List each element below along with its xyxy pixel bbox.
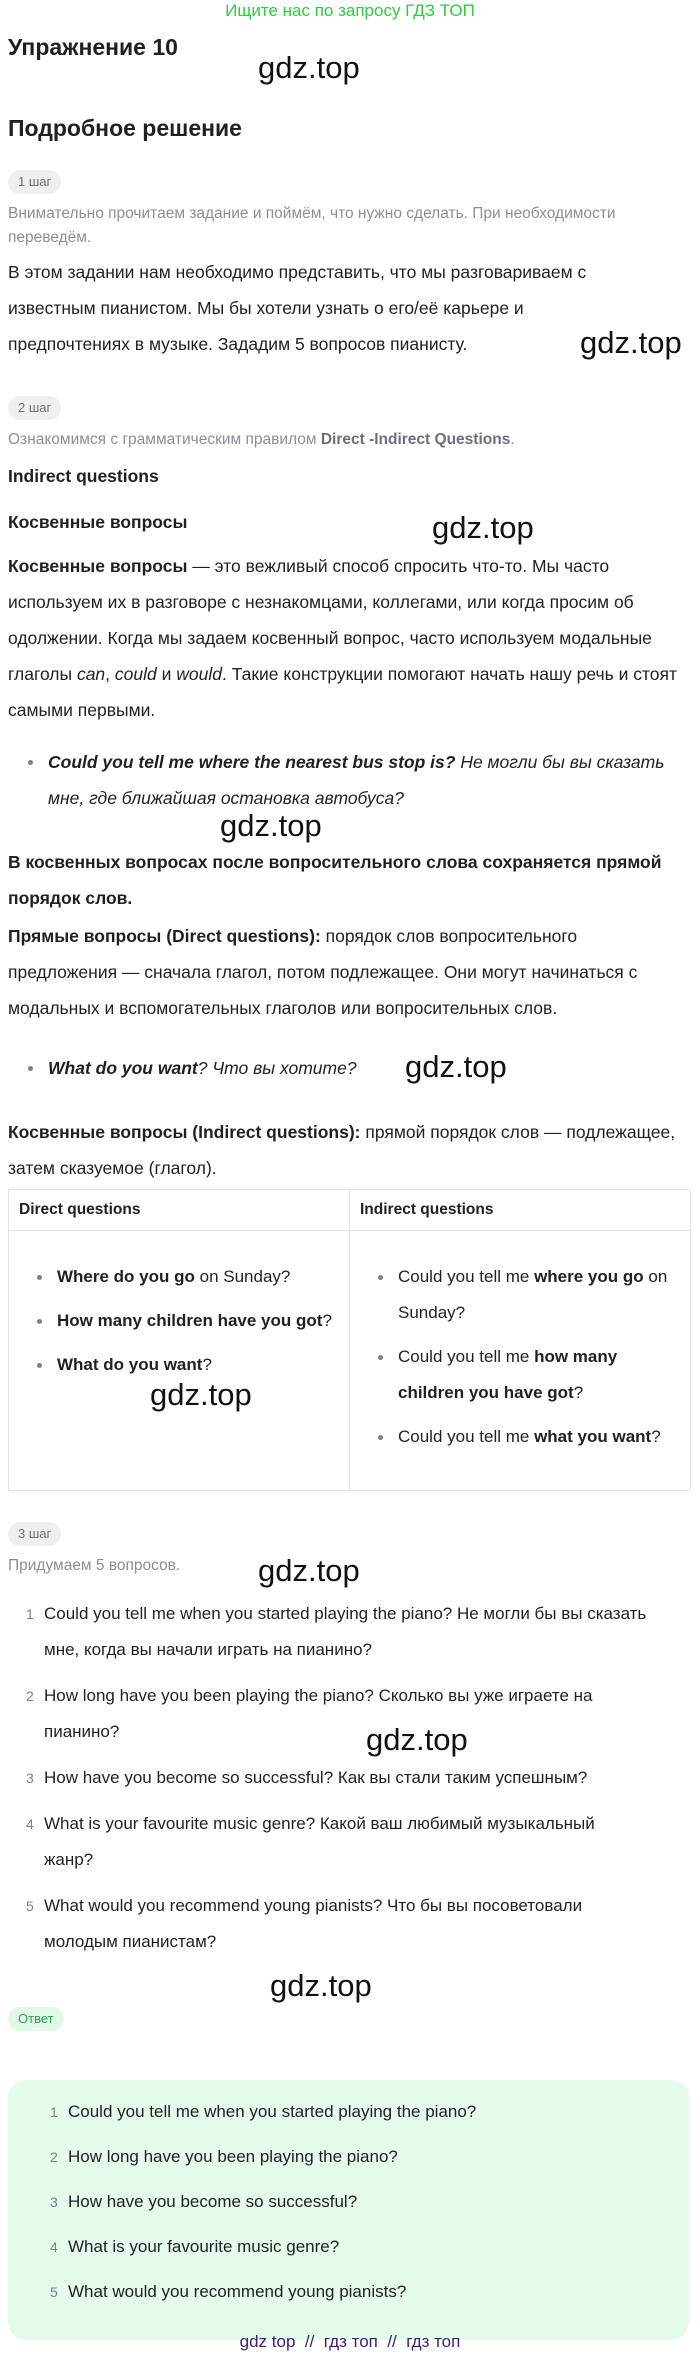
column-header: Direct questions bbox=[9, 1190, 349, 1231]
exercise-title: Упражнение 10 bbox=[8, 34, 178, 60]
list-item: 3 How have you become so successful? bbox=[50, 2192, 358, 2211]
answer-box bbox=[8, 2080, 689, 2340]
list-item: 5 What would you recommend young pianists? bbox=[50, 2282, 407, 2301]
indirect-questions-column bbox=[350, 1190, 690, 1490]
table-item: Where do you go on Sunday? bbox=[9, 1259, 349, 1295]
step-3-badge: 3 шаг bbox=[8, 1522, 61, 1546]
direct-questions-column bbox=[9, 1190, 350, 1490]
watermark: gdz.top bbox=[258, 50, 360, 85]
watermark: gdz.top bbox=[366, 1722, 468, 1757]
watermark: gdz.top bbox=[150, 1377, 252, 1412]
step-3-note: Придумаем 5 вопросов. bbox=[8, 1557, 181, 1574]
list-item: 5 What would you recommend young pianists? Что бы вы посоветовали молодым пианистам? bbox=[26, 1896, 583, 1951]
answer-list bbox=[32, 2094, 652, 2310]
solution-title: Подробное решение bbox=[8, 115, 242, 141]
heading-indirect-questions: Indirect questions bbox=[8, 466, 159, 486]
indirect-definition: Косвенные вопросы — это вежливый способ спросить что-то. Мы часто используем их в разговоре с незнакомцами, коллегами, или когда просим об одолжении. Когда мы задаем косвенный вопрос, часто используем модальные глаголы can, could и would. Такие конструкции помогают начать нашу речь и стоят самыми первыми. bbox=[8, 556, 678, 720]
list-item: 2 How long have you been playing the piano? bbox=[50, 2147, 398, 2166]
step-1-badge: 1 шаг bbox=[8, 170, 61, 194]
column-header: Indirect questions bbox=[350, 1190, 690, 1231]
answer-badge: Ответ bbox=[8, 2007, 64, 2031]
list-item: 4 What is your favourite music genre? bbox=[50, 2237, 340, 2256]
questions-table bbox=[8, 1189, 691, 1491]
questions-list bbox=[8, 1596, 648, 1970]
heading-kosvennye-voprosy: Косвенные вопросы bbox=[8, 512, 188, 532]
watermark: gdz.top bbox=[580, 325, 682, 360]
watermark: gdz.top bbox=[220, 808, 322, 843]
table-item: Could you tell me where you go on Sunday? bbox=[350, 1259, 690, 1331]
watermark: gdz.top bbox=[270, 1968, 372, 2003]
example-list-2 bbox=[8, 1050, 678, 1086]
step-2-note: Ознакомимся с грамматическим правилом Direct -Indirect Questions. bbox=[8, 431, 515, 448]
table-item: Could you tell me what you want? bbox=[350, 1419, 690, 1455]
word-order-rule: В косвенных вопросах после вопросительного слова сохраняется прямой порядок слов. bbox=[8, 852, 662, 908]
direct-questions-definition: Прямые вопросы (Direct questions): порядок слов вопросительного предложения — сначала глагол, потом подлежащее. Они могут начинаться с модальных и вспомогательных глаголов или вопросительных слов. bbox=[8, 926, 638, 1018]
example-list-1 bbox=[8, 744, 678, 816]
step-1-note: Внимательно прочитаем задание и поймём, что нужно сделать. При необходимости переведём. bbox=[8, 205, 616, 246]
watermark: gdz.top bbox=[405, 1049, 507, 1084]
footer-links[interactable]: gdz top // гдз топ // гдз топ bbox=[239, 2332, 461, 2351]
table-item: How many children have you got? bbox=[9, 1303, 349, 1339]
watermark: gdz.top bbox=[258, 1553, 360, 1588]
list-item: 1 Could you tell me when you started playing the piano? Не могли бы вы сказать мне, когда вы начали играть на пианино? bbox=[26, 1604, 647, 1659]
list-item: 1 Could you tell me when you started playing the piano? bbox=[50, 2102, 477, 2121]
list-item: What do you want? Что вы хотите? bbox=[8, 1050, 678, 1086]
indirect-questions-definition: Косвенные вопросы (Indirect questions): прямой порядок слов — подлежащее, затем сказуемое (глагол). bbox=[8, 1122, 676, 1178]
list-item: Could you tell me where the nearest bus stop is? Не могли бы вы сказать мне, где ближайшая остановка автобуса? bbox=[8, 744, 678, 816]
watermark: gdz.top bbox=[432, 510, 534, 545]
list-item: 3 How have you become so successful? Как вы стали таким успешным? bbox=[26, 1768, 588, 1787]
step-1-text: В этом задании нам необходимо представить, что мы разговариваем с известным пианистом. Мы бы хотели узнать о его/её карьере и предпочтениях в музыке. Зададим 5 вопросов пианисту. bbox=[8, 262, 587, 354]
table-item: What do you want? bbox=[9, 1347, 349, 1383]
search-banner: Ищите нас по запросу ГДЗ ТОП bbox=[225, 1, 475, 20]
list-item: 2 How long have you been playing the piano? Сколько вы уже играете на пианино? bbox=[26, 1686, 593, 1741]
list-item: 4 What is your favourite music genre? Какой ваш любимый музыкальный жанр? bbox=[26, 1814, 595, 1869]
step-2-badge: 2 шаг bbox=[8, 396, 61, 420]
table-item: Could you tell me how many children you have got? bbox=[350, 1339, 690, 1411]
